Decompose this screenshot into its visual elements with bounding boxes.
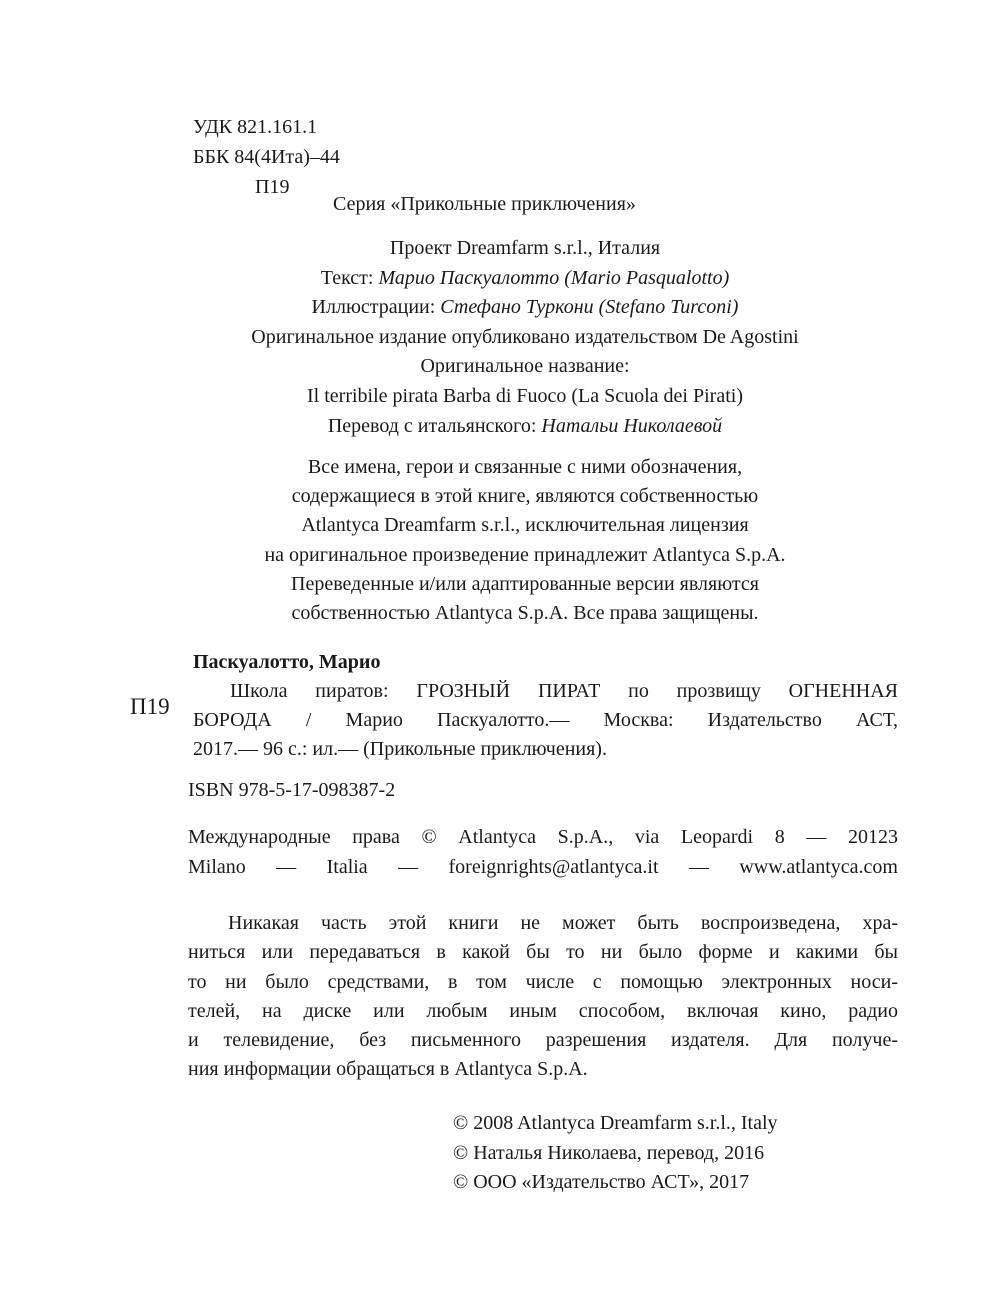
isbn: ISBN 978-5-17-098387-2 [188,779,396,801]
text-credit-author: Марио Паскуалотто (Mario Pasqualotto) [378,266,730,289]
reproduction-notice-line: ниться или передаваться в какой бы то ни было форме и какими бы [188,941,898,964]
catalog-description-line: БОРОДА / Марио Паскуалотто.— Москва: Издательство АСТ, [193,709,898,731]
translation-credit-line [175,412,875,442]
catalog-description-line: Школа пиратов: ГРОЗНЫЙ ПИРАТ по прозвищу ОГНЕННАЯ [230,680,898,702]
catalog-description [193,677,898,764]
copyright-line: © ООО «Издательство АСТ», 2017 [453,1171,750,1193]
rights-notice-line: Все имена, герои и связанные с ними обозначения, [307,456,743,478]
copyright-line: © 2008 Atlantyca Dreamfarm s.r.l., Italy [453,1112,778,1134]
rights-notice-line: собственностью Atlantyca S.p.A. Все права защищены. [291,602,759,625]
reproduction-notice-line: ния информации обращаться в Atlantyca S.p.A. [188,1058,588,1081]
translation-credit-translator: Натальи Николаевой [541,414,723,437]
bbk-code: ББК 84(4Ита)–44 [193,146,340,168]
original-publisher-line: Оригинальное издание опубликовано издательством De Agostini [251,325,799,348]
catalog-description-line: 2017.— 96 с.: ил.— (Прикольные приключения). [193,738,607,760]
original-title-label: Оригинальное название: [420,355,630,378]
illustrations-credit-author: Стефано Туркони (Stefano Turconi) [440,296,739,319]
reproduction-notice-line: Никакая часть этой книги не может быть воспроизведена, хра- [228,912,898,934]
text-credit-label: Текст: [320,266,374,289]
original-title: Il terribile pirata Barba di Fuoco (La Scuola dei Pirati) [307,384,743,407]
author-mark: П19 [255,176,290,198]
international-rights-line: Milano — Italia — foreignrights@atlantyca.it — www.atlantyca.com [188,856,898,878]
series-title: Серия «Прикольные приключения» [333,193,636,215]
international-rights [188,822,898,882]
catalog-author-heading: Паскуалотто, Марио [193,651,381,673]
copyright-block [453,1109,778,1198]
rights-notice-line: содержащиеся в этой книге, являются собственностью [291,485,759,508]
translation-credit-label: Перевод с итальянского: [327,414,537,437]
rights-notice-line: Atlantyca Dreamfarm s.r.l., исключительная лицензия [301,514,749,537]
rights-notice [175,453,875,628]
reproduction-notice-line: телей, на диске или любым иным способом, включая кино, радио [188,999,898,1022]
reproduction-notice [188,909,898,1085]
reproduction-notice-line: то ни было средствами, в том числе с помощью электронных носи- [188,970,898,993]
copyright-line: © Наталья Николаева, перевод, 2016 [453,1141,765,1164]
illustrations-credit-label: Иллюстрации: [311,296,436,319]
rights-notice-line: на оригинальное произведение принадлежит Atlantyca S.p.A. [264,543,786,566]
catalog-mark: П19 [130,694,170,719]
rights-notice-line: Переведенные и/или адаптированные версии являются [291,572,759,595]
illustrations-credit-line [175,293,875,323]
project-line: Проект Dreamfarm s.r.l., Италия [389,237,661,259]
international-rights-line: Международные права © Atlantyca S.p.A., via Leopardi 8 — 20123 [188,826,898,848]
reproduction-notice-line: и телевидение, без письменного разрешения издателя. Для получе- [188,1029,898,1052]
udk-code: УДК 821.161.1 [193,116,318,138]
credits-block [175,234,875,441]
text-credit-line [175,264,875,294]
